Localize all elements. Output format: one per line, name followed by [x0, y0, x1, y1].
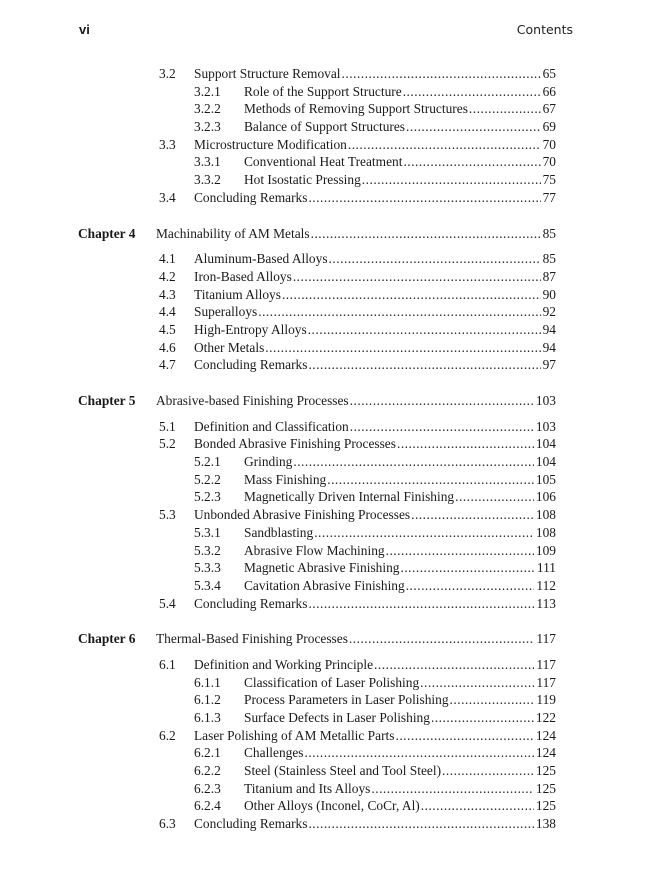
dot-leader: [455, 488, 534, 506]
page-ref: 117: [536, 674, 556, 690]
page-ref: 125: [535, 798, 556, 814]
page-ref: 111: [536, 560, 556, 576]
entry-title: [194, 356, 541, 374]
toc-section-entry[interactable]: [0, 762, 650, 780]
toc-section-entry[interactable]: [0, 542, 650, 560]
entry-title-text: Role of the Support Structure: [244, 83, 402, 99]
dot-leader: [350, 392, 534, 410]
entry-title: [194, 339, 541, 357]
section-number: 5.3.2: [194, 542, 221, 558]
toc-section-entry[interactable]: [0, 100, 650, 118]
page-ref: 75: [542, 172, 556, 188]
entry-title: [194, 595, 534, 613]
section-number: 3.2: [159, 66, 176, 81]
dot-leader: [442, 762, 534, 780]
entry-title: [194, 303, 541, 321]
toc-section-entry[interactable]: [0, 418, 650, 436]
entry-title-text: Aluminum-Based Alloys: [194, 251, 328, 267]
entry-title-text: Other Metals: [194, 339, 265, 355]
section-number: 6.1.2: [194, 692, 221, 708]
dot-leader: [342, 65, 541, 83]
toc-section-entry[interactable]: [0, 815, 650, 833]
spacer: [0, 374, 650, 392]
page-ref: 85: [542, 225, 556, 241]
entry-title-text: Superalloys: [194, 304, 258, 320]
entry-title: [244, 559, 535, 577]
entry-title-text: Hot Isostatic Pressing: [244, 172, 361, 188]
toc-section-entry[interactable]: [0, 709, 650, 727]
page-ref: 117: [536, 656, 556, 672]
section-number: 3.2.3: [194, 119, 221, 135]
toc-section-entry[interactable]: [0, 250, 650, 268]
page-number: vi: [79, 22, 90, 37]
entry-title: [194, 418, 534, 436]
running-head: Contents: [516, 22, 573, 37]
page-header: [79, 22, 573, 42]
section-number: 6.3: [159, 816, 176, 832]
entry-title: [244, 471, 534, 489]
dot-leader: [362, 171, 541, 189]
dot-leader: [308, 321, 541, 339]
section-number: 3.3: [159, 136, 176, 152]
section-number: 5.3.1: [194, 524, 221, 540]
dot-leader: [293, 268, 541, 286]
page-ref: 108: [535, 524, 556, 540]
toc-section-entry[interactable]: [0, 797, 650, 815]
entry-title-text: Concluding Remarks: [194, 816, 308, 832]
page-ref: 92: [542, 304, 556, 320]
page-ref: 94: [542, 339, 556, 355]
dot-leader: [403, 153, 541, 171]
section-number: 6.2: [159, 727, 176, 743]
page-ref: 70: [542, 154, 556, 170]
toc-section-entry[interactable]: [0, 674, 650, 692]
section-number: 5.1: [159, 418, 176, 434]
toc-section-entry[interactable]: [0, 303, 650, 321]
toc-section-entry[interactable]: [0, 435, 650, 453]
dot-leader: [395, 727, 534, 745]
toc-section-entry[interactable]: [0, 595, 650, 613]
entry-title-text: Concluding Remarks: [194, 595, 308, 611]
section-number: 6.2.2: [194, 763, 221, 779]
page-ref: 106: [535, 489, 556, 505]
section-number: 6.2.1: [194, 745, 221, 761]
section-number: 6.2.4: [194, 798, 221, 814]
entry-title: [244, 744, 534, 762]
entry-title: [244, 691, 534, 709]
dot-leader: [311, 225, 541, 243]
entry-title-text: Process Parameters in Laser Polishing: [244, 692, 449, 708]
dot-leader: [349, 630, 534, 648]
section-number: 5.3.3: [194, 560, 221, 576]
dot-leader: [308, 815, 534, 833]
entry-title-text: Methods of Removing Support Structures: [244, 101, 468, 117]
section-number: 4.2: [159, 268, 176, 284]
spacer: [0, 648, 650, 656]
section-number: 4.6: [159, 339, 176, 355]
entry-title: [244, 797, 534, 815]
toc-section-entry[interactable]: [0, 189, 650, 207]
dot-leader: [411, 506, 534, 524]
entry-title-text: Cavitation Abrasive Finishing: [244, 577, 405, 593]
entry-title: [244, 762, 534, 780]
page-ref: 113: [536, 595, 556, 611]
table-of-contents: [0, 65, 650, 833]
page-ref: 104: [535, 454, 556, 470]
entry-title-text: Conventional Heat Treatment: [244, 154, 403, 170]
toc-section-entry[interactable]: [0, 453, 650, 471]
section-number: 5.2: [159, 436, 176, 452]
page-ref: 77: [542, 189, 556, 205]
section-number: 3.3.1: [194, 154, 221, 170]
toc-section-entry[interactable]: [0, 524, 650, 542]
entry-title: [244, 674, 534, 692]
dot-leader: [258, 303, 541, 321]
entry-title-text: Magnetically Driven Internal Finishing: [244, 489, 455, 505]
toc-section-entry[interactable]: [0, 691, 650, 709]
dot-leader: [400, 559, 535, 577]
dot-leader: [308, 189, 541, 207]
page-ref: 117: [536, 631, 556, 647]
page-ref: 67: [542, 101, 556, 117]
entry-title-text: Microstructure Modification: [194, 136, 347, 152]
dot-leader: [397, 435, 534, 453]
entry-title-text: Unbonded Abrasive Finishing Processes: [194, 507, 411, 523]
entry-title-text: Surface Defects in Laser Polishing: [244, 710, 430, 725]
toc-section-entry[interactable]: [0, 488, 650, 506]
dot-leader: [420, 674, 534, 692]
entry-title-text: Concluding Remarks: [194, 189, 308, 205]
section-number: 3.4: [159, 189, 176, 205]
entry-title: [244, 171, 541, 189]
section-number: 4.4: [159, 304, 176, 320]
toc-section-entry[interactable]: [0, 321, 650, 339]
entry-title-text: Abrasive-based Finishing Processes: [156, 393, 349, 408]
section-number: 6.1: [159, 656, 176, 672]
page-ref: 103: [535, 393, 556, 408]
section-number: 6.2.3: [194, 780, 221, 796]
dot-leader: [329, 250, 541, 268]
dot-leader: [431, 709, 534, 727]
entry-title: [156, 225, 541, 243]
page-ref: 87: [542, 268, 556, 284]
section-number: 5.2.1: [194, 454, 221, 470]
entry-title-text: Mass Finishing: [244, 471, 327, 487]
entry-title-text: High-Entropy Alloys: [194, 321, 307, 337]
page-ref: 97: [542, 357, 556, 373]
entry-title-text: Machinability of AM Metals: [156, 225, 310, 241]
entry-title: [194, 435, 534, 453]
entry-title-text: Titanium Alloys: [194, 286, 281, 302]
page-ref: 104: [535, 436, 556, 452]
section-number: 4.7: [159, 357, 176, 373]
spacer: [0, 612, 650, 630]
entry-title-text: Challenges: [244, 745, 304, 761]
section-number: 5.4: [159, 595, 176, 611]
section-number: 6.1.1: [194, 674, 221, 690]
entry-title: [244, 780, 534, 798]
page-ref: 90: [542, 286, 556, 302]
entry-title-text: Bonded Abrasive Finishing Processes: [194, 436, 396, 452]
toc-section-entry[interactable]: [0, 171, 650, 189]
entry-title-text: Other Alloys (Inconel, CoCr, Al): [244, 798, 420, 814]
entry-title: [244, 524, 534, 542]
page-ref: 94: [542, 321, 556, 337]
dot-leader: [421, 797, 534, 815]
entry-title: [194, 727, 534, 745]
entry-title: [156, 392, 534, 410]
entry-title: [244, 542, 534, 560]
page-ref: 122: [535, 710, 556, 725]
page-ref: 69: [542, 119, 556, 135]
dot-leader: [406, 118, 541, 136]
entry-title: [156, 630, 534, 648]
toc-chapter-entry[interactable]: [0, 630, 650, 648]
entry-title-text: Sandblasting: [244, 524, 314, 540]
entry-title-text: Titanium and Its Alloys: [244, 780, 371, 796]
dot-leader: [265, 339, 541, 357]
page-ref: 109: [535, 542, 556, 558]
page-ref: 125: [535, 780, 556, 796]
entry-title: [194, 656, 534, 674]
entry-title: [194, 506, 534, 524]
entry-title: [244, 453, 534, 471]
section-number: 4.3: [159, 286, 176, 302]
dot-leader: [308, 595, 534, 613]
dot-leader: [305, 744, 535, 762]
section-number: 3.3.2: [194, 172, 221, 188]
dot-leader: [293, 453, 534, 471]
entry-title-text: Iron-Based Alloys: [194, 268, 292, 284]
entry-title-text: Laser Polishing of AM Metallic Parts: [194, 727, 395, 743]
entry-title-text: Concluding Remarks: [194, 357, 308, 373]
entry-title-text: Thermal-Based Finishing Processes: [156, 631, 348, 647]
dot-leader: [350, 418, 534, 436]
toc-section-entry[interactable]: [0, 286, 650, 304]
page-ref: 125: [535, 763, 556, 779]
dot-leader: [406, 577, 534, 595]
toc-section-entry[interactable]: [0, 83, 650, 101]
entry-title-text: Classification of Laser Polishing: [244, 674, 420, 690]
entry-title: [194, 268, 541, 286]
toc-section-entry[interactable]: [0, 153, 650, 171]
toc-section-entry[interactable]: [0, 656, 650, 674]
entry-title: [194, 250, 541, 268]
toc-chapter-entry[interactable]: [0, 392, 650, 410]
dot-leader: [386, 542, 534, 560]
dot-leader: [374, 656, 534, 674]
toc-section-entry[interactable]: [0, 727, 650, 745]
entry-title-text: Steel (Stainless Steel and Tool Steel): [244, 763, 442, 779]
section-number: 5.3: [159, 507, 176, 523]
page-ref: 70: [542, 136, 556, 152]
page-ref: 112: [536, 577, 556, 593]
section-number: 4.5: [159, 321, 176, 337]
page-ref: 66: [542, 83, 556, 99]
dot-leader: [348, 136, 541, 154]
dot-leader: [450, 691, 534, 709]
entry-title: [244, 100, 541, 118]
toc-chapter-entry[interactable]: [0, 225, 650, 243]
dot-leader: [308, 356, 541, 374]
page-ref: 119: [536, 692, 556, 708]
section-number: 5.2.3: [194, 489, 221, 505]
toc-section-entry[interactable]: [0, 136, 650, 154]
section-number: 6.1.3: [194, 710, 221, 725]
page-ref: 138: [535, 816, 556, 832]
chapter-label: Chapter 6: [78, 631, 136, 647]
dot-leader: [327, 471, 534, 489]
entry-title: [194, 815, 534, 833]
toc-section-entry[interactable]: [0, 471, 650, 489]
toc-section-entry[interactable]: [0, 118, 650, 136]
toc-section-entry[interactable]: [0, 506, 650, 524]
entry-title-text: Support Structure Removal: [194, 66, 341, 81]
entry-title-text: Balance of Support Structures: [244, 119, 406, 135]
entry-title: [244, 709, 534, 727]
section-number: 3.2.2: [194, 101, 221, 117]
spacer: [0, 410, 650, 418]
dot-leader: [469, 100, 541, 118]
dot-leader: [314, 524, 534, 542]
toc-section-entry[interactable]: [0, 65, 650, 83]
entry-title-text: Magnetic Abrasive Finishing: [244, 560, 400, 576]
chapter-label: Chapter 5: [78, 393, 136, 408]
entry-title: [194, 286, 541, 304]
entry-title: [194, 136, 541, 154]
page-ref: 65: [542, 66, 556, 81]
page-ref: 124: [535, 745, 556, 761]
section-number: 4.1: [159, 251, 176, 267]
toc-section-entry[interactable]: [0, 268, 650, 286]
dot-leader: [371, 780, 534, 798]
toc-section-entry[interactable]: [0, 559, 650, 577]
dot-leader: [403, 83, 541, 101]
entry-title: [244, 118, 541, 136]
entry-title: [244, 488, 534, 506]
section-number: 5.2.2: [194, 471, 221, 487]
entry-title: [194, 321, 541, 339]
toc-section-entry[interactable]: [0, 356, 650, 374]
entry-title-text: Definition and Working Principle: [194, 656, 374, 672]
entry-title: [194, 65, 541, 83]
page-ref: 105: [535, 471, 556, 487]
entry-title: [244, 153, 541, 171]
entry-title: [194, 189, 541, 207]
page-ref: 108: [535, 507, 556, 523]
section-number: 3.2.1: [194, 83, 221, 99]
section-number: 5.3.4: [194, 577, 221, 593]
toc-section-entry[interactable]: [0, 577, 650, 595]
page-ref: 103: [535, 418, 556, 434]
entry-title: [244, 83, 541, 101]
toc-section-entry[interactable]: [0, 780, 650, 798]
spacer: [0, 207, 650, 225]
entry-title-text: Grinding: [244, 454, 293, 470]
entry-title-text: Abrasive Flow Machining: [244, 542, 385, 558]
chapter-label: Chapter 4: [78, 225, 136, 241]
entry-title-text: Definition and Classification: [194, 418, 349, 434]
page-ref: 85: [542, 251, 556, 267]
spacer: [0, 242, 650, 250]
dot-leader: [282, 286, 541, 304]
toc-section-entry[interactable]: [0, 339, 650, 357]
toc-section-entry[interactable]: [0, 744, 650, 762]
page-ref: 124: [535, 727, 556, 743]
entry-title: [244, 577, 534, 595]
